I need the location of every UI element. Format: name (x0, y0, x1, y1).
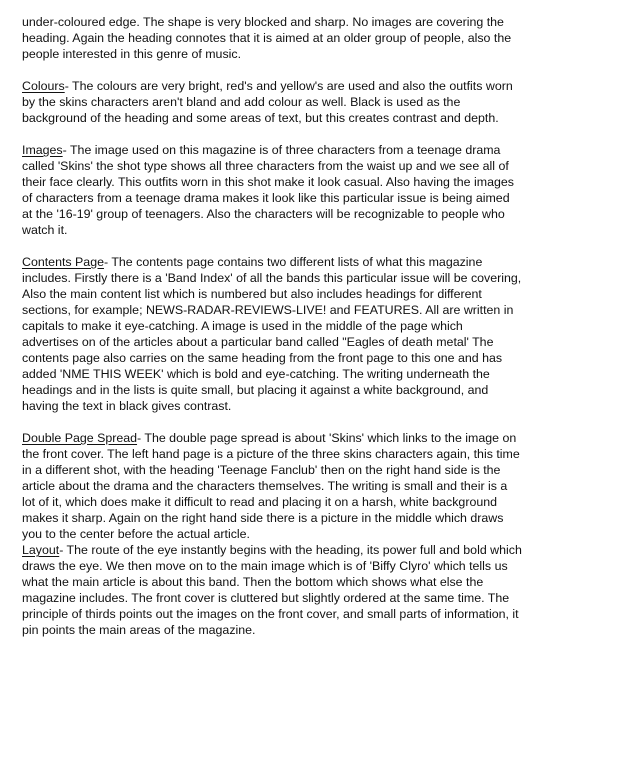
double-page-spread-heading: Double Page Spread (22, 431, 138, 445)
intro-text: under-coloured edge. The shape is very blocked and sharp. No images are covering the heading. Again the heading connotes that it is aimed at an older group of people, also the people interested in this genre of music. (22, 15, 512, 61)
contents-page-paragraph (22, 254, 522, 414)
colours-text: - The colours are very bright, red's and yellow's are used and also the outfits worn by the skins characters aren't bland and add colour as well. Black is used as the background of the heading and some areas of text, but this creates contrast and depth. (22, 79, 513, 125)
layout-text: - The route of the eye instantly begins with the heading, its power full and bold which draws the eye. We then move on to the main image which is of 'Biffy Clyro' which tells us what the main article is about this band. Then the bottom which shows what else the magazine includes. The front cover is cluttered but slightly ordered at the same time. The principle of thirds points out the images on the front cover, and small parts of information, it pin points the main areas of the magazine. (22, 543, 522, 637)
double-page-spread-paragraph (22, 430, 522, 542)
double-page-spread-text: - The double page spread is about 'Skins' which links to the image on the front cover. The left hand page is a picture of the three skins characters again, this time in a different shot, with the heading 'Teenage Fanclub' then on the right hand side is the article about the drama and the characters themselves. The writing is small and their is a lot of it, which does make it difficult to read and placing it on a harsh, white background makes it sharp. Again on the right hand side there is a picture in the middle which draws you to the center before the actual article. (22, 431, 520, 541)
images-paragraph (22, 142, 522, 238)
layout-heading: Layout (22, 543, 60, 557)
layout-paragraph (22, 542, 522, 638)
contents-page-text: - The contents page contains two different lists of what this magazine includes. Firstly there is a 'Band Index' of all the bands this particular issue will be covering, Also the main content list which is numbered but also includes headings for different sections, for example; NEWS-RADAR-REVIEWS-LIVE! and FEATURES. All are written in capitals to make it eye-catching. A image is used in the middle of the page which advertises on of the articles about a particular band called "Eagles of death metal' The contents page also carries on the same heading from the front page to this one and has added 'NME THIS WEEK' which is bold and eye-catching. The writing underneath the headings and in the lists is quite small, but placing it against a white background, and having the text in black gives contrast. (22, 255, 522, 413)
images-text: - The image used on this magazine is of three characters from a teenage drama called 'Skins' the shot type shows all three characters from the waist up and we see all of their face clearly. This outfits worn in this shot make it look casual. Also having the images of characters from a teenage drama makes it look like this particular issue is being aimed at the '16-19' group of teenagers. Also the characters will be recognizable to people who watch it. (22, 143, 514, 237)
intro-paragraph (22, 14, 522, 62)
document-body (22, 14, 522, 638)
contents-page-heading: Contents Page (22, 255, 104, 269)
colours-heading: Colours (22, 79, 65, 93)
images-heading: Images (22, 143, 63, 157)
colours-paragraph (22, 78, 522, 126)
